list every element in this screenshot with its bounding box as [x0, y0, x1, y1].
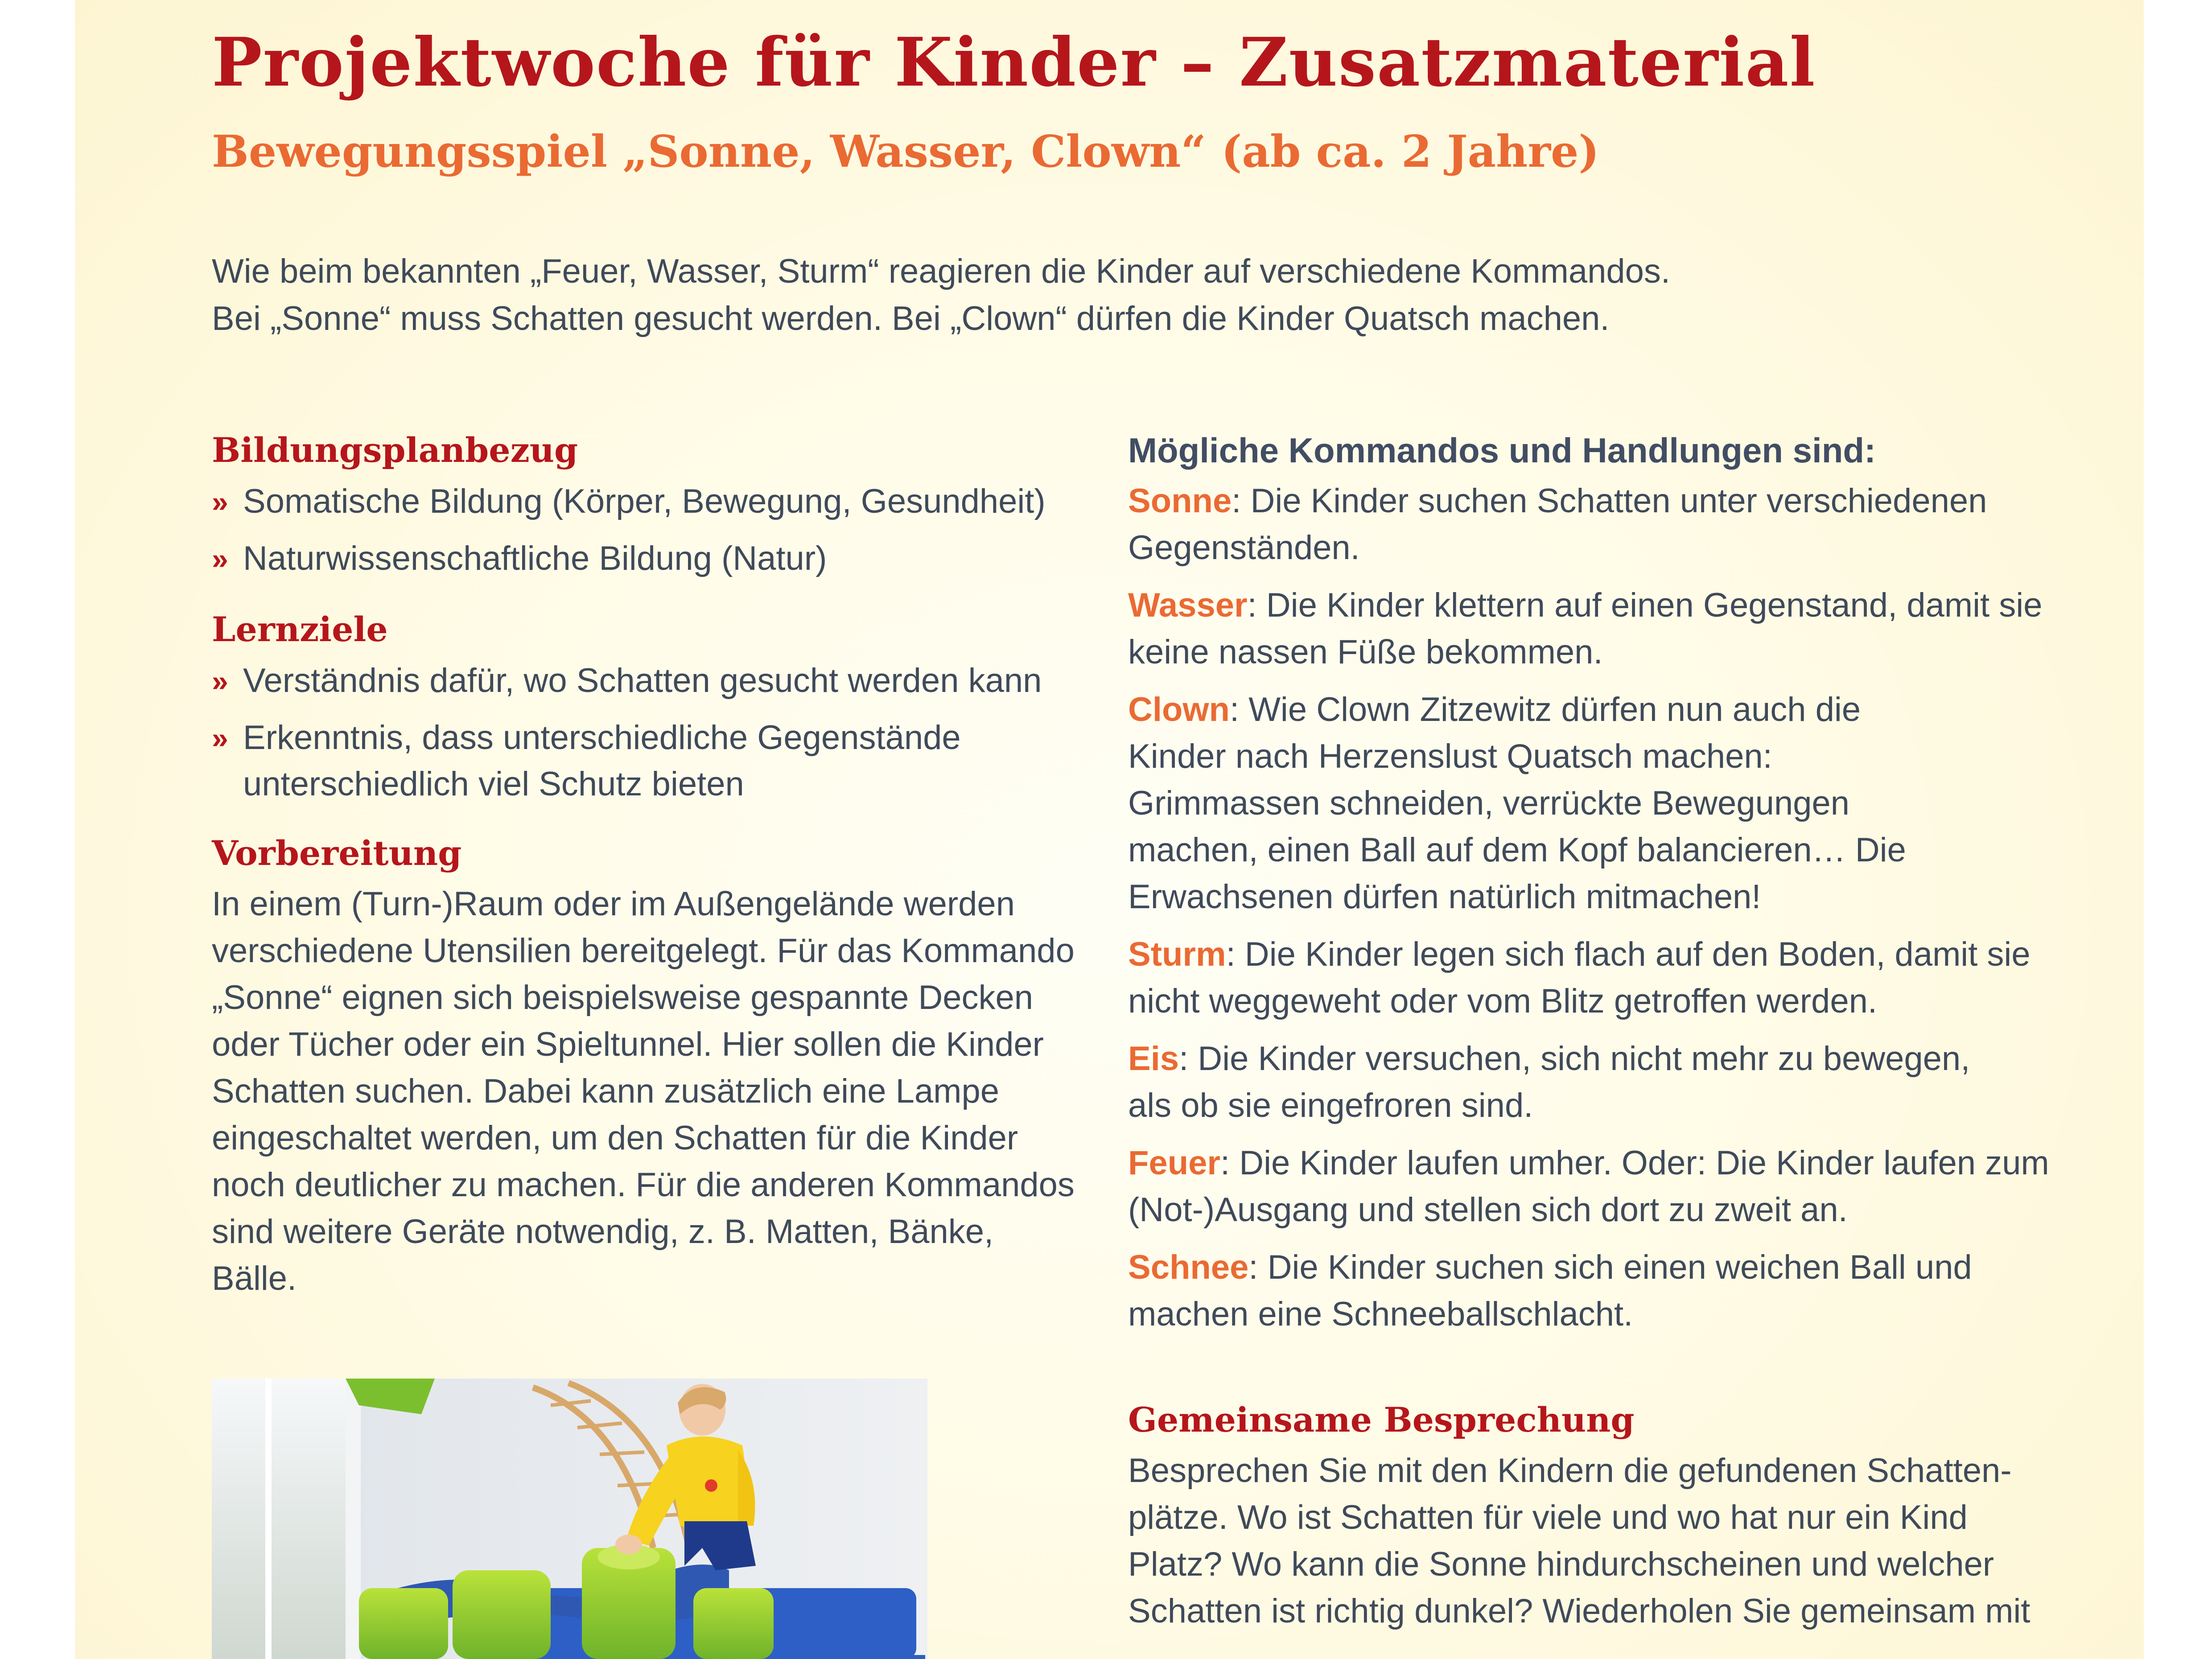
bullet-list	[212, 478, 1086, 582]
photo-child-climbing	[212, 1379, 927, 1659]
section-besprechung	[1128, 1396, 2055, 1634]
command-text: : Die Kinder suchen Schatten unter verschiedenen Gegenständen.	[1128, 482, 1987, 567]
section-heading-kommandos: Mögliche Kommandos und Handlungen sind:	[1128, 431, 1876, 470]
bullet-marker-icon: »	[212, 664, 228, 697]
list-item	[212, 535, 1086, 582]
command-item	[1128, 582, 2055, 675]
intro-line: Wie beim bekannten „Feuer, Wasser, Sturm“ reagieren die Kinder auf verschiedene Kommandos.	[212, 252, 1671, 290]
section-text: Besprechen Sie mit den Kindern die gefundenen Schattenplätze. Wo ist Schatten für viele und wo hat nur ein Kind Platz? Wo kann die Sonne hindurchscheinen und welcher Schatten ist richtig dunkel? Wiederholen Sie gemeinsam mit	[1128, 1452, 2031, 1630]
command-item	[1128, 931, 2055, 1025]
section-bildungsplanbezug	[212, 426, 1086, 582]
photo-illustration	[212, 1379, 927, 1659]
command-text: : Die Kinder laufen umher. Oder: Die Kinder laufen zum (Not-)Ausgang und stellen sich dort zu zweit an.	[1128, 1144, 2049, 1229]
command-name: Wasser	[1128, 586, 1248, 624]
right-column	[1128, 426, 2055, 1634]
bullet-marker-icon: »	[212, 721, 228, 754]
section-vorbereitung	[212, 829, 1086, 1302]
list-item	[212, 658, 1086, 704]
section-text: In einem (Turn-)Raum oder im Außengelände werden verschiedene Utensilien bereitgelegt. Für das Kommando „Sonne“ eignen sich beispielsweise gespannte Decken oder Tücher oder ein Spieltunnel. Hier sollen die Kinder Schatten suchen. Dabei kann zusätzlich eine Lampe eingeschaltet werden, um den Schatten für die Kinder noch deutlicher zu machen. Für die anderen Kommandos sind weitere Geräte notwendig, z. B. Matten, Bänke, Bälle.	[212, 885, 1075, 1297]
command-item	[1128, 478, 2055, 571]
list-item-text: Naturwissenschaftliche Bildung (Natur)	[243, 539, 827, 577]
command-name: Eis	[1128, 1040, 1179, 1078]
list-item	[212, 715, 1086, 807]
command-text: : Die Kinder legen sich flach auf den Boden, damit sie nicht weggeweht oder vom Blitz getroffen werden.	[1128, 935, 2031, 1020]
bullet-list	[212, 658, 1086, 807]
page-subtitle: Bewegungsspiel „Sonne, Wasser, Clown“ (ab ca. 2 Jahre)	[212, 126, 1599, 177]
list-item-text: Verständnis dafür, wo Schatten gesucht werden kann	[243, 662, 1042, 700]
command-text: : Wie Clown Zitzewitz dürfen nun auch die Kinder nach Herzenslust Quatsch machen: Grimmassen schneiden, verrückte Bewegungen machen, einen Ball auf dem Kopf balancieren… Die Erwachsenen dürfen natürlich mitmachen!	[1128, 691, 1906, 916]
list-item	[212, 478, 1086, 525]
section-heading: Gemeinsame Besprechung	[1128, 1400, 1635, 1440]
command-name: Clown	[1128, 691, 1230, 729]
command-name: Feuer	[1128, 1144, 1220, 1182]
command-text: : Die Kinder klettern auf einen Gegenstand, damit sie keine nassen Füße bekommen.	[1128, 586, 2043, 671]
list-item-text: Somatische Bildung (Körper, Bewegung, Gesundheit)	[243, 482, 1046, 520]
bullet-marker-icon: »	[212, 485, 228, 518]
command-name: Schnee	[1128, 1248, 1249, 1286]
page-title: Projektwoche für Kinder – Zusatzmaterial	[212, 23, 1816, 102]
bullet-marker-icon: »	[212, 542, 228, 575]
list-item-text: Erkenntnis, dass unterschiedliche Gegenstände unterschiedlich viel Schutz bieten	[243, 719, 961, 803]
command-name: Sturm	[1128, 935, 1226, 973]
command-item	[1128, 1140, 2055, 1233]
command-name: Sonne	[1128, 482, 1232, 520]
section-heading: Bildungsplanbezug	[212, 430, 578, 470]
command-item	[1128, 1035, 2055, 1129]
command-item	[1128, 1244, 2055, 1338]
command-item	[1128, 686, 2055, 920]
intro-text	[212, 248, 1728, 342]
section-heading: Vorbereitung	[212, 833, 462, 873]
section-heading: Lernziele	[212, 609, 388, 649]
left-column	[212, 426, 1086, 1302]
intro-line: Bei „Sonne“ muss Schatten gesucht werden. Bei „Clown“ dürfen die Kinder Quatsch machen.	[212, 300, 1610, 338]
command-text: : Die Kinder suchen sich einen weichen Ball und machen eine Schneeballschlacht.	[1128, 1248, 1972, 1333]
command-text: : Die Kinder versuchen, sich nicht mehr zu bewegen, als ob sie eingefroren sind.	[1128, 1040, 1970, 1124]
section-lernziele	[212, 605, 1086, 807]
